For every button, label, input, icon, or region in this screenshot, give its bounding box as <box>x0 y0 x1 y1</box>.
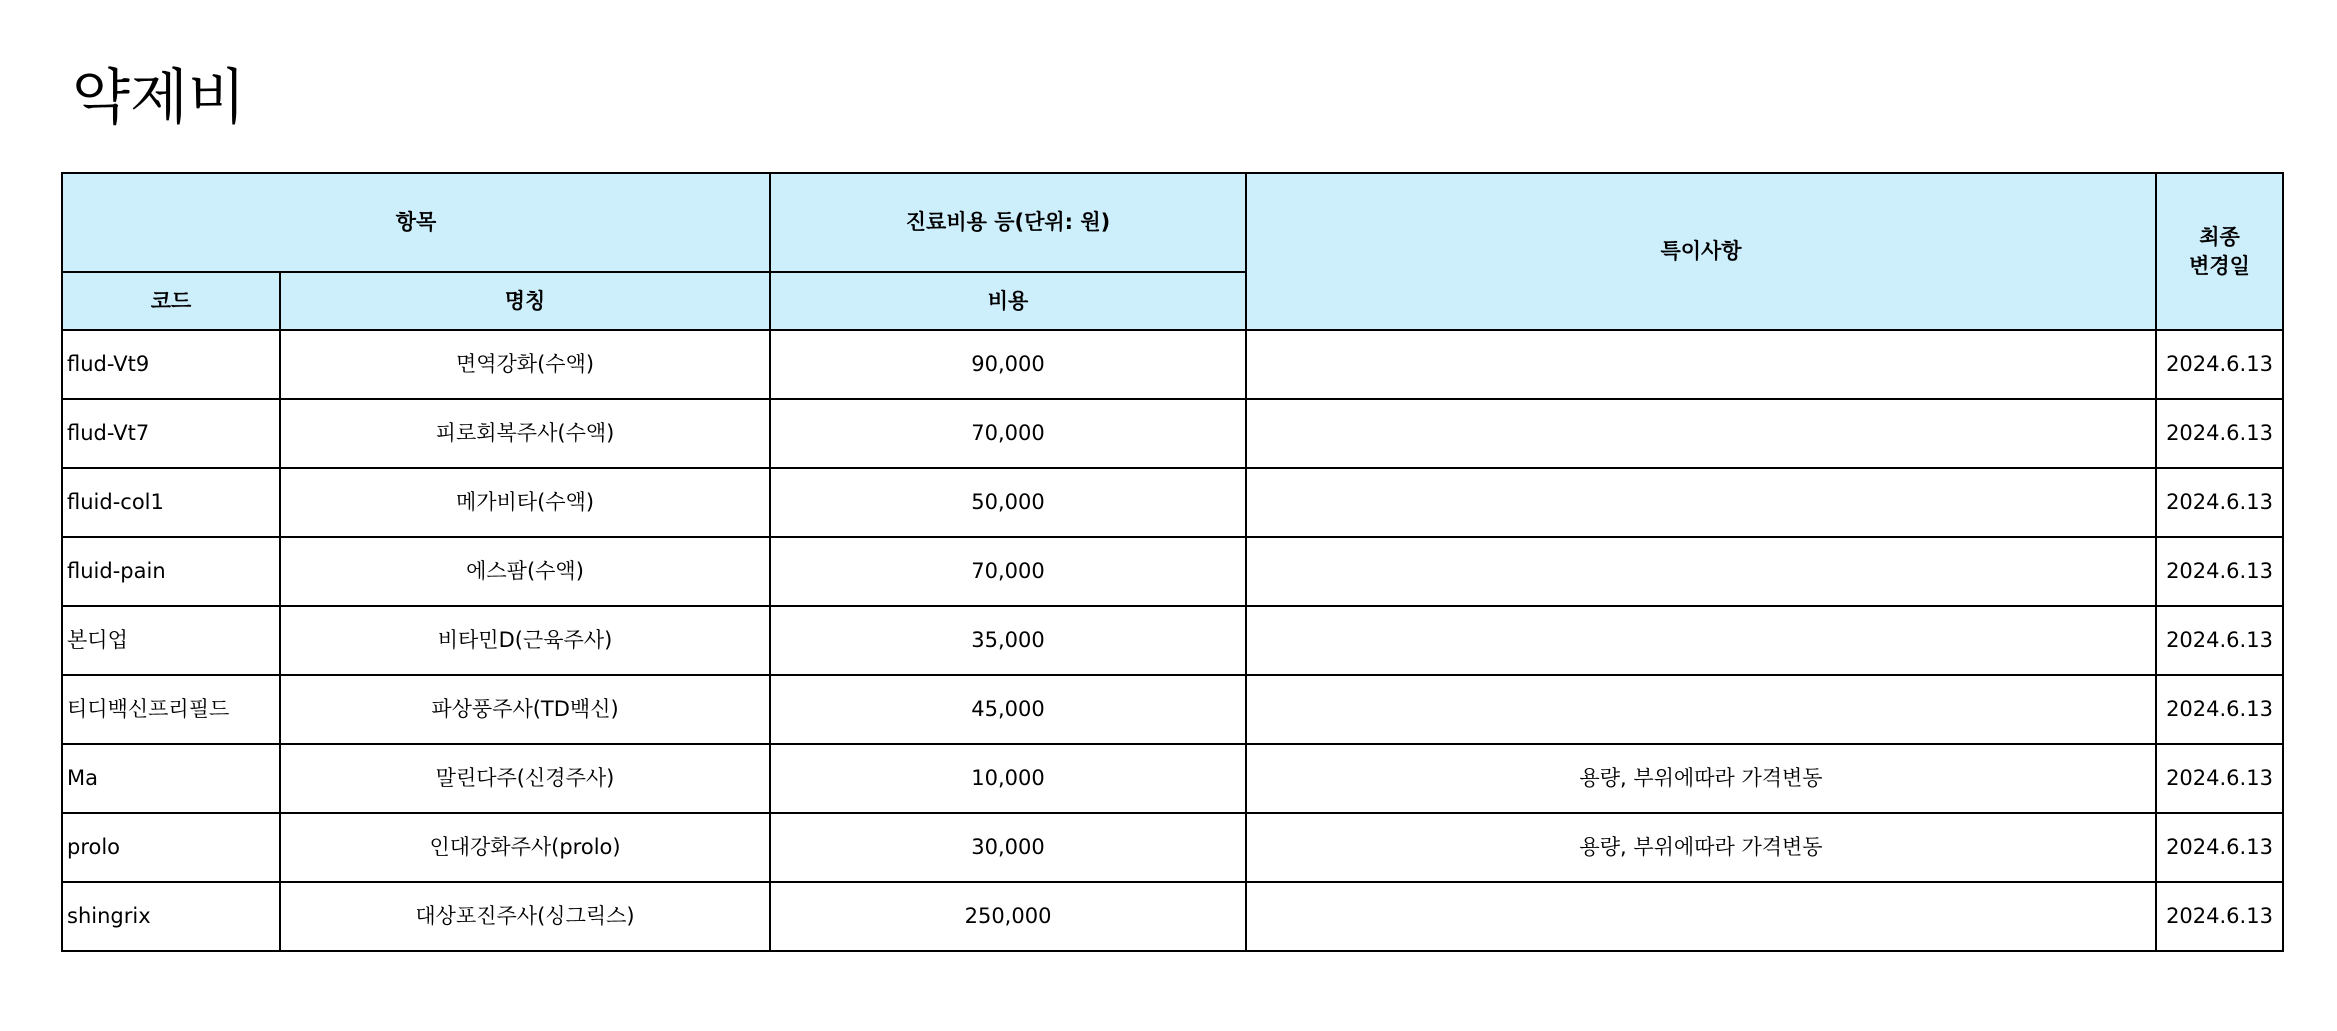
header-last-modified: 최종 변경일 <box>2156 173 2283 330</box>
cell-note <box>1246 399 2156 468</box>
cell-note: 용량, 부위에따라 가격변동 <box>1246 744 2156 813</box>
cell-name: 대상포진주사(싱그릭스) <box>280 882 770 951</box>
table-row <box>62 330 2283 399</box>
cell-name: 말린다주(신경주사) <box>280 744 770 813</box>
table-row <box>62 813 2283 882</box>
cell-name: 면역강화(수액) <box>280 330 770 399</box>
table-row <box>62 468 2283 537</box>
cell-name: 인대강화주사(prolo) <box>280 813 770 882</box>
cell-note <box>1246 606 2156 675</box>
table-row <box>62 675 2283 744</box>
cell-cost: 30,000 <box>770 813 1246 882</box>
cell-cost: 35,000 <box>770 606 1246 675</box>
cell-code: shingrix <box>62 882 280 951</box>
cell-code: 티디백신프리필드 <box>62 675 280 744</box>
cell-note <box>1246 882 2156 951</box>
cell-note <box>1246 537 2156 606</box>
header-note: 특이사항 <box>1246 173 2156 330</box>
cell-cost: 45,000 <box>770 675 1246 744</box>
cell-date: 2024.6.13 <box>2156 468 2283 537</box>
cell-cost: 10,000 <box>770 744 1246 813</box>
header-item-group: 항목 <box>62 173 770 272</box>
cell-cost: 250,000 <box>770 882 1246 951</box>
cell-name: 메가비타(수액) <box>280 468 770 537</box>
fee-table <box>61 172 2284 952</box>
cell-code: 본디업 <box>62 606 280 675</box>
cell-code: prolo <box>62 813 280 882</box>
cell-date: 2024.6.13 <box>2156 675 2283 744</box>
cell-date: 2024.6.13 <box>2156 330 2283 399</box>
header-cost: 비용 <box>770 272 1246 330</box>
header-cost-group: 진료비용 등(단위: 원) <box>770 173 1246 272</box>
cell-date: 2024.6.13 <box>2156 882 2283 951</box>
cell-cost: 50,000 <box>770 468 1246 537</box>
table-row <box>62 744 2283 813</box>
cell-code: fluid-col1 <box>62 468 280 537</box>
table-row <box>62 882 2283 951</box>
cell-date: 2024.6.13 <box>2156 813 2283 882</box>
table-row <box>62 606 2283 675</box>
table-row <box>62 399 2283 468</box>
cell-cost: 70,000 <box>770 399 1246 468</box>
cell-date: 2024.6.13 <box>2156 399 2283 468</box>
cell-name: 에스팜(수액) <box>280 537 770 606</box>
cell-note: 용량, 부위에따라 가격변동 <box>1246 813 2156 882</box>
cell-date: 2024.6.13 <box>2156 744 2283 813</box>
cell-code: fluid-pain <box>62 537 280 606</box>
page-title: 약제비 <box>72 63 246 133</box>
header-row-group <box>62 173 2283 272</box>
cell-note <box>1246 468 2156 537</box>
header-name: 명칭 <box>280 272 770 330</box>
cell-note <box>1246 675 2156 744</box>
table-row <box>62 537 2283 606</box>
header-code: 코드 <box>62 272 280 330</box>
cell-cost: 90,000 <box>770 330 1246 399</box>
cell-date: 2024.6.13 <box>2156 606 2283 675</box>
cell-code: Ma <box>62 744 280 813</box>
cell-name: 파상풍주사(TD백신) <box>280 675 770 744</box>
cell-cost: 70,000 <box>770 537 1246 606</box>
cell-code: flud-Vt9 <box>62 330 280 399</box>
cell-code: flud-Vt7 <box>62 399 280 468</box>
cell-note <box>1246 330 2156 399</box>
cell-name: 피로회복주사(수액) <box>280 399 770 468</box>
cell-name: 비타민D(근육주사) <box>280 606 770 675</box>
cell-date: 2024.6.13 <box>2156 537 2283 606</box>
